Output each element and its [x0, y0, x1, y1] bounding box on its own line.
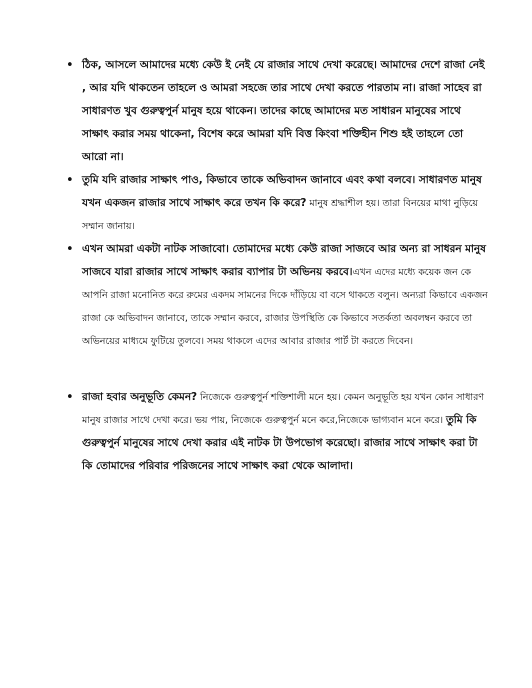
bullet-list [68, 54, 488, 478]
paragraph-normal-text: মানুষ শ্রদ্ধাশীল হয়। তারা বিনয়ের মাথা নুড়িয়ে সম্মান জানায়। [82, 198, 478, 232]
bullet-icon: • [66, 58, 74, 73]
paragraph-bold-text: রাজা হবার অনুভূতি কেমন? [82, 391, 198, 403]
paragraph-bold-text: তুমি যদি রাজার সাক্ষাৎ পাও, কিভাবে তাকে অভিবাদন জানাবে এবং কথা বলবে। সাধারণত মানুষ যখন একজন রাজার সাথে সাক্ষাৎ করে তখন কি করে? [82, 174, 482, 209]
bullet-icon: • [66, 173, 74, 188]
bullet-icon: • [66, 242, 74, 257]
paragraph-bold-text: ঠিক, আসলে আমাদের মধ্যে কেউ ই নেই যে রাজার সাথে দেখা করেছে। আমাদের দেশে রাজা নেই , আর যদি থাকতেন তাহলে ও আমরা সহজে তার সাথে দেখা করতে পারতাম না। রাজা সাহেব রা সাধারণত খুব গুরুত্বপুর্ন মানুষ হয়ে থাকেন। তাদের কাছে আমাদের মত সাধারন মানুষের সাথে সাক্ষাৎ করার সময় থাকেনা, বিশেষ করে আমরা যদি বিত্ত কিংবা শক্তিহীন শিশু হই তাহলে তো আরো না। [82, 59, 485, 163]
spacer [68, 353, 488, 386]
list-item [68, 169, 488, 238]
paragraph-bold-text-2: তুমি কি গুরুত্বপুর্ন মানুষের সাথে দেখা করার এই নাটক টা উপভোগ করেছো। রাজার সাথে সাক্ষাৎ করা টা কি তোমাদের পরিবার পরিজনের সাথে সাক্ষাৎ করা থেকে আলাদা। [82, 414, 478, 472]
list-item [68, 238, 488, 353]
bullet-icon: • [66, 390, 74, 405]
paragraph-normal-text: এখন এদের মধ্যে কয়েক জন কে আপনি রাজা মনোনিত করে রুমের একদম সামনের দিকে দাঁড়িয়ে বা বসে থাকতে বলুন। অন্যরা কিভাবে একজন রাজা কে অভিবাদন জানাবে, তাকে সম্মান করবে, রাজার উপস্থিতি কে কিভাবে সতর্কতা অবলম্বন করবে তা অভিনয়ের মাধ্যমে ফুটিয়ে তুলবে। সময় থাকলে এদের আবার রাজার পার্ট টা করতে দিবেন। [82, 267, 488, 347]
paragraph-bold-text: এখন আমরা একটা নাটক সাজাবো। তোমাদের মধ্যে কেউ রাজা সাজবে আর অন্য রা সাধরন মানুষ সাজবে যারা রাজার সাথে সাক্ষাৎ করার ব্যাপার টা অভিনয় করবে। [82, 243, 486, 278]
paragraph-normal-text: নিজেকে গুরুত্বপুর্ন শক্তিশালী মনে হয়। কেমন অনুভূতি হয় যখন কোন সাধারণ মানুষ রাজার সাথে দেখা করে। ভয় পায়, নিজেকে গুরুত্বপুর্ন মনে করে,নিজেকে ভাগ্যবান মনে করে। [82, 392, 484, 426]
list-item [68, 386, 488, 478]
list-item [68, 54, 488, 169]
